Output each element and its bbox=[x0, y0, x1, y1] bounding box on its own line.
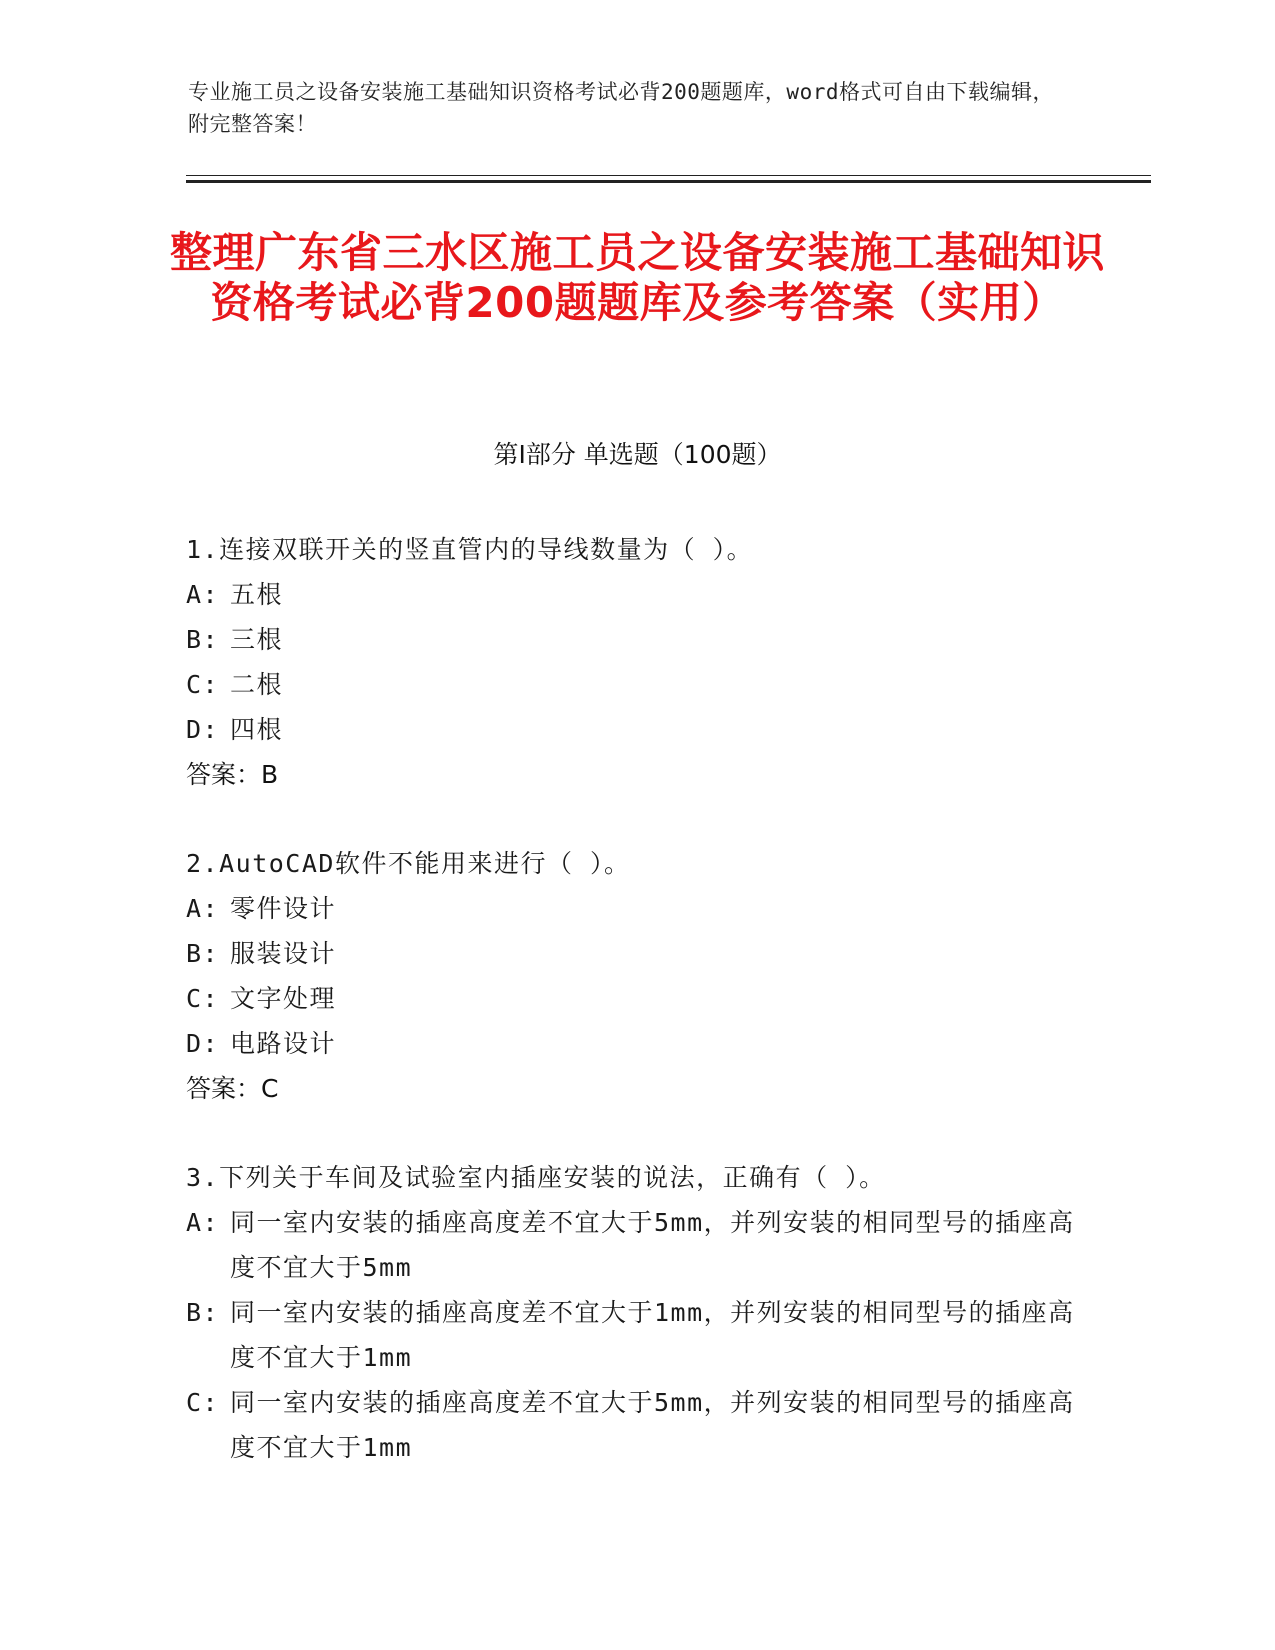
option-text: 零件设计 bbox=[230, 894, 337, 923]
answer-value: C bbox=[261, 1074, 279, 1103]
header-rule-thin bbox=[186, 175, 1151, 176]
option-b bbox=[186, 617, 1086, 662]
answer-line bbox=[186, 752, 1086, 797]
option-key: B: bbox=[186, 939, 220, 968]
option-text: 同一室内安装的插座高度差不宜大于5mm，并列安装的相同型号的插座高度不宜大于5mm bbox=[230, 1208, 1075, 1282]
option-text: 服装设计 bbox=[230, 939, 337, 968]
option-c bbox=[186, 662, 1086, 707]
option-text: 二根 bbox=[230, 670, 284, 699]
option-d bbox=[186, 1021, 1086, 1066]
option-text: 电路设计 bbox=[230, 1029, 337, 1058]
answer-line bbox=[186, 1066, 1086, 1111]
option-key: C: bbox=[186, 670, 220, 699]
option-a bbox=[186, 886, 1086, 931]
option-key: D: bbox=[186, 715, 220, 744]
option-text: 三根 bbox=[230, 625, 284, 654]
option-key: B: bbox=[186, 1298, 220, 1327]
question-stem: 1.连接双联开关的竖直管内的导线数量为（ ）。 bbox=[186, 535, 754, 564]
option-text: 五根 bbox=[230, 580, 284, 609]
option-key: A: bbox=[186, 580, 220, 609]
option-key: C: bbox=[186, 984, 220, 1013]
option-key: A: bbox=[186, 894, 220, 923]
option-text: 同一室内安装的插座高度差不宜大于1mm，并列安装的相同型号的插座高度不宜大于1mm bbox=[230, 1298, 1075, 1372]
option-text: 文字处理 bbox=[230, 984, 337, 1013]
question-item bbox=[186, 527, 1086, 797]
option-key: C: bbox=[186, 1388, 220, 1417]
option-text: 同一室内安装的插座高度差不宜大于5mm，并列安装的相同型号的插座高度不宜大于1mm bbox=[230, 1388, 1075, 1462]
option-d bbox=[186, 707, 1086, 752]
document-title: 整理广东省三水区施工员之设备安装施工基础知识资格考试必背200题题库及参考答案（实用） bbox=[169, 228, 1105, 327]
question-item bbox=[186, 1155, 1086, 1470]
option-key: B: bbox=[186, 625, 220, 654]
option-a bbox=[186, 572, 1086, 617]
option-c bbox=[186, 976, 1086, 1021]
header-note: 专业施工员之设备安装施工基础知识资格考试必背200题题库，word格式可自由下载编辑，附完整答案！ bbox=[188, 80, 1054, 136]
answer-prefix: 答案： bbox=[186, 760, 262, 789]
answer-prefix: 答案： bbox=[186, 1074, 262, 1103]
option-key: A: bbox=[186, 1208, 220, 1237]
section-heading: 第I部分 单选题（100题） bbox=[493, 440, 782, 469]
option-key: D: bbox=[186, 1029, 220, 1058]
question-stem: 2.AutoCAD软件不能用来进行（ ）。 bbox=[186, 849, 631, 878]
option-a bbox=[186, 1200, 1086, 1290]
answer-value: B bbox=[261, 760, 279, 789]
header-rule-thick bbox=[186, 180, 1151, 183]
option-text: 四根 bbox=[230, 715, 284, 744]
option-b bbox=[186, 931, 1086, 976]
question-list bbox=[186, 527, 1086, 1514]
option-c bbox=[186, 1380, 1086, 1470]
option-b bbox=[186, 1290, 1086, 1380]
question-stem: 3.下列关于车间及试验室内插座安装的说法，正确有（ ）。 bbox=[186, 1163, 886, 1192]
question-item bbox=[186, 841, 1086, 1111]
